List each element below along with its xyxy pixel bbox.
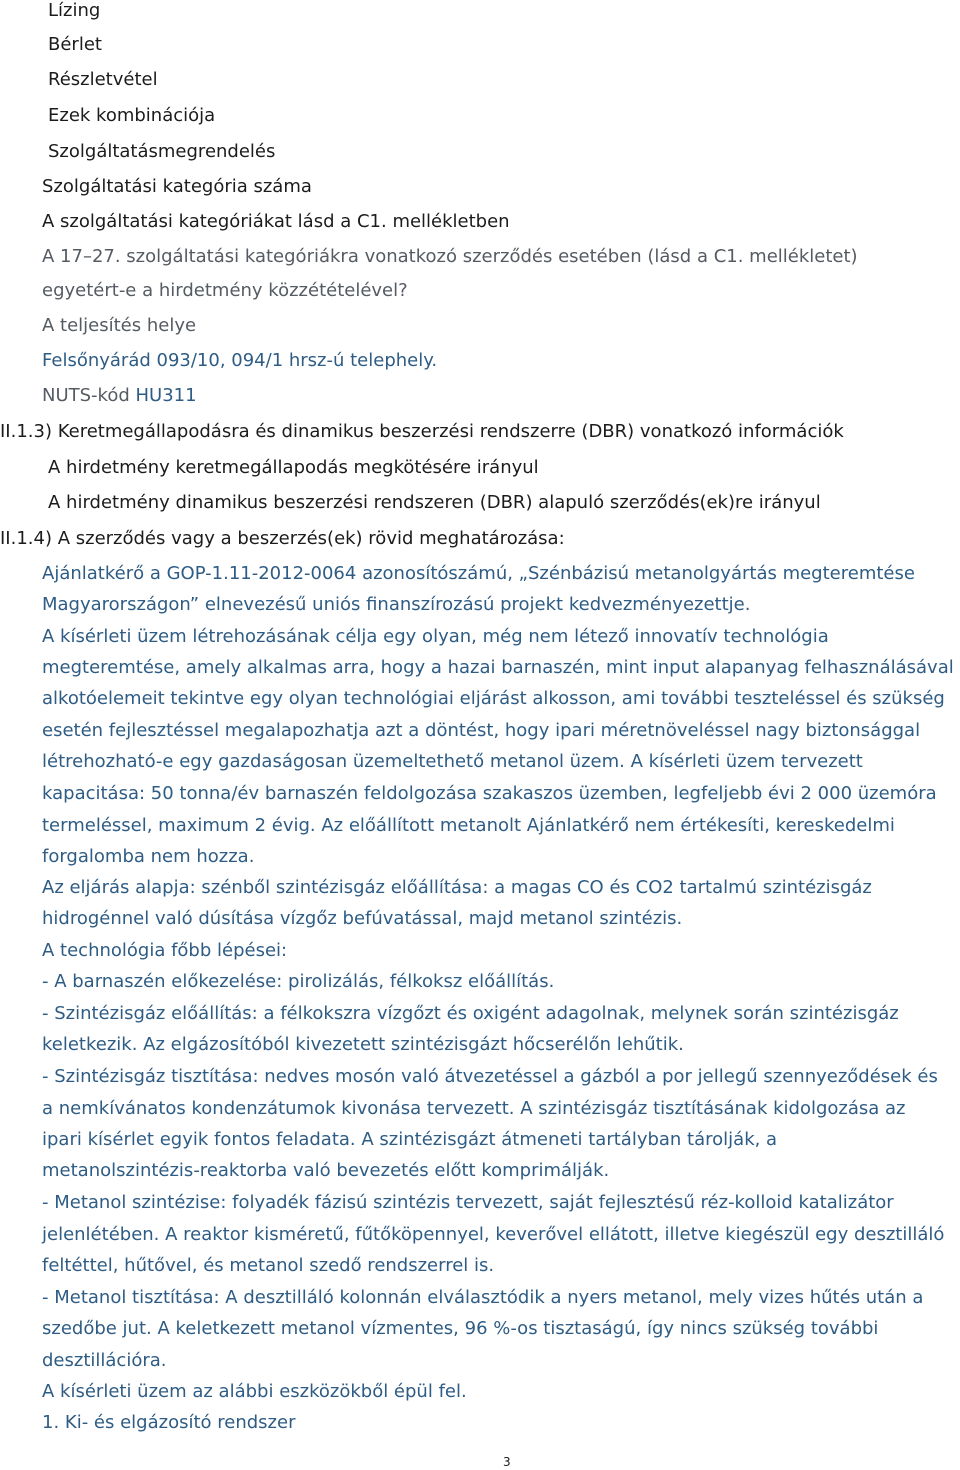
page-number: 3: [503, 1455, 511, 1469]
description-line: a nemkívánatos kondenzátumok kivonása tervezett. A szintézisgáz tisztításának kidolgozása az: [42, 1098, 906, 1119]
service-category-question-line1: A 17–27. szolgáltatási kategóriákra vonatkozó szerződés esetében (lásd a C1. mellékletet): [42, 246, 858, 267]
description-line: termeléssel, maximum 2 évig. Az előállított metanolt Ajánlatkérő nem értékesíti, kereskedelmi: [42, 815, 895, 836]
description-line: ipari kísérlet egyik fontos feladata. A szintézisgázt átmeneti tartályban tárolják, a: [42, 1129, 778, 1150]
service-category-label: Szolgáltatási kategória száma: [42, 176, 312, 197]
description-line: alkotóelemeit tekintve egy olyan technológiai eljárást alkosson, ami további teszteléssel és szükség: [42, 688, 945, 709]
description-line: szedőbe jut. A keletkezett metanol vízmentes, 96 %-os tisztaságú, így nincs szükség további: [42, 1318, 879, 1339]
description-line: keletkezik. Az elgázosítóból kivezetett szintézisgázt hőcserélőn lehűtik.: [42, 1034, 684, 1055]
description-line: A kísérleti üzem létrehozásának célja egy olyan, még nem létező innovatív technológia: [42, 626, 829, 647]
description-line: - Szintézisgáz előállítás: a félkokszra vízgőzt és oxigént adagolnak, melynek során szintézisgáz: [42, 1003, 899, 1024]
description-line: esetén fejlesztéssel megalapozhatja azt a döntést, hogy ipari méretnöveléssel nagy biztonsággal: [42, 720, 921, 741]
description-line: kapacitása: 50 tonna/év barnaszén feldolgozása szakaszos üzemben, legfeljebb évi 2 000 üzemóra: [42, 783, 937, 804]
description-line: metanolszintézis-reaktorba való bevezetés előtt komprimálják.: [42, 1160, 610, 1181]
description-line: Magyarországon” elnevezésű uniós finanszírozású projekt kedvezményezettje.: [42, 594, 751, 615]
section-113-option-framework: A hirdetmény keretmegállapodás megkötésére irányul: [48, 457, 539, 478]
nuts-label: NUTS-kód: [42, 385, 130, 406]
section-114-heading: II.1.4) A szerződés vagy a beszerzés(ek) rövid meghatározása:: [0, 528, 565, 549]
description-line: Az eljárás alapja: szénből szintézisgáz előállítása: a magas CO és CO2 tartalmú szintézisgáz: [42, 877, 872, 898]
option-lizing: Lízing: [48, 0, 101, 21]
section-113-heading: II.1.3) Keretmegállapodásra és dinamikus beszerzési rendszerre (DBR) vonatkozó információk: [0, 421, 844, 442]
service-category-question-line2: egyetért-e a hirdetmény közzétételével?: [42, 280, 408, 301]
nuts-row: [42, 385, 197, 407]
section-113-option-dbr: A hirdetmény dinamikus beszerzési rendszeren (DBR) alapuló szerződés(ek)re irányul: [48, 492, 821, 513]
service-category-note: A szolgáltatási kategóriákat lásd a C1. mellékletben: [42, 211, 510, 232]
place-value: Felsőnyárád 093/10, 094/1 hrsz-ú telephely.: [42, 350, 438, 371]
description-line: megteremtése, amely alkalmas arra, hogy a hazai barnaszén, mint input alapanyag felhasználásával: [42, 657, 954, 678]
description-line: desztillációra.: [42, 1350, 167, 1371]
description-line: - Metanol tisztítása: A desztilláló kolonnán elválasztódik a nyers metanol, mely vizes hűtés után a: [42, 1287, 924, 1308]
description-line: 1. Ki- és elgázosító rendszer: [42, 1412, 296, 1433]
description-line: hidrogénnel való dúsítása vízgőz befúvatással, majd metanol szintézis.: [42, 908, 683, 929]
nuts-value: HU311: [135, 385, 197, 406]
description-line: Ajánlatkérő a GOP-1.11-2012-0064 azonosítószámú, „Szénbázisú metanolgyártás megteremtése: [42, 563, 915, 584]
description-line: A technológia főbb lépései:: [42, 940, 288, 961]
place-label: A teljesítés helye: [42, 315, 197, 336]
option-szolgaltatasmegrendeles: Szolgáltatásmegrendelés: [48, 141, 276, 162]
description-line: - Metanol szintézise: folyadék fázisú szintézis tervezett, saját fejlesztésű réz-kolloid katalizátor: [42, 1192, 894, 1213]
description-line: forgalomba nem hozza.: [42, 846, 255, 867]
option-reszletvetel: Részletvétel: [48, 69, 158, 90]
description-line: - Szintézisgáz tisztítása: nedves mosón való átvezetéssel a gázból a por jellegű szennyeződések és: [42, 1066, 938, 1087]
description-line: - A barnaszén előkezelése: pirolizálás, félkoksz előállítás.: [42, 971, 555, 992]
description-line: A kísérleti üzem az alábbi eszközökből épül fel.: [42, 1381, 467, 1402]
description-line: feltéttel, hűtővel, és metanol szedő rendszerrel is.: [42, 1255, 495, 1276]
description-line: létrehozható-e egy gazdaságosan üzemeltethető metanol üzem. A kísérleti üzem tervezett: [42, 751, 863, 772]
description-line: jelenlétében. A reaktor kisméretű, fűtőköpennyel, keverővel ellátott, illetve kiegészül egy desztilláló: [42, 1224, 945, 1245]
option-kombinacio: Ezek kombinációja: [48, 105, 216, 126]
option-berlet: Bérlet: [48, 34, 102, 55]
